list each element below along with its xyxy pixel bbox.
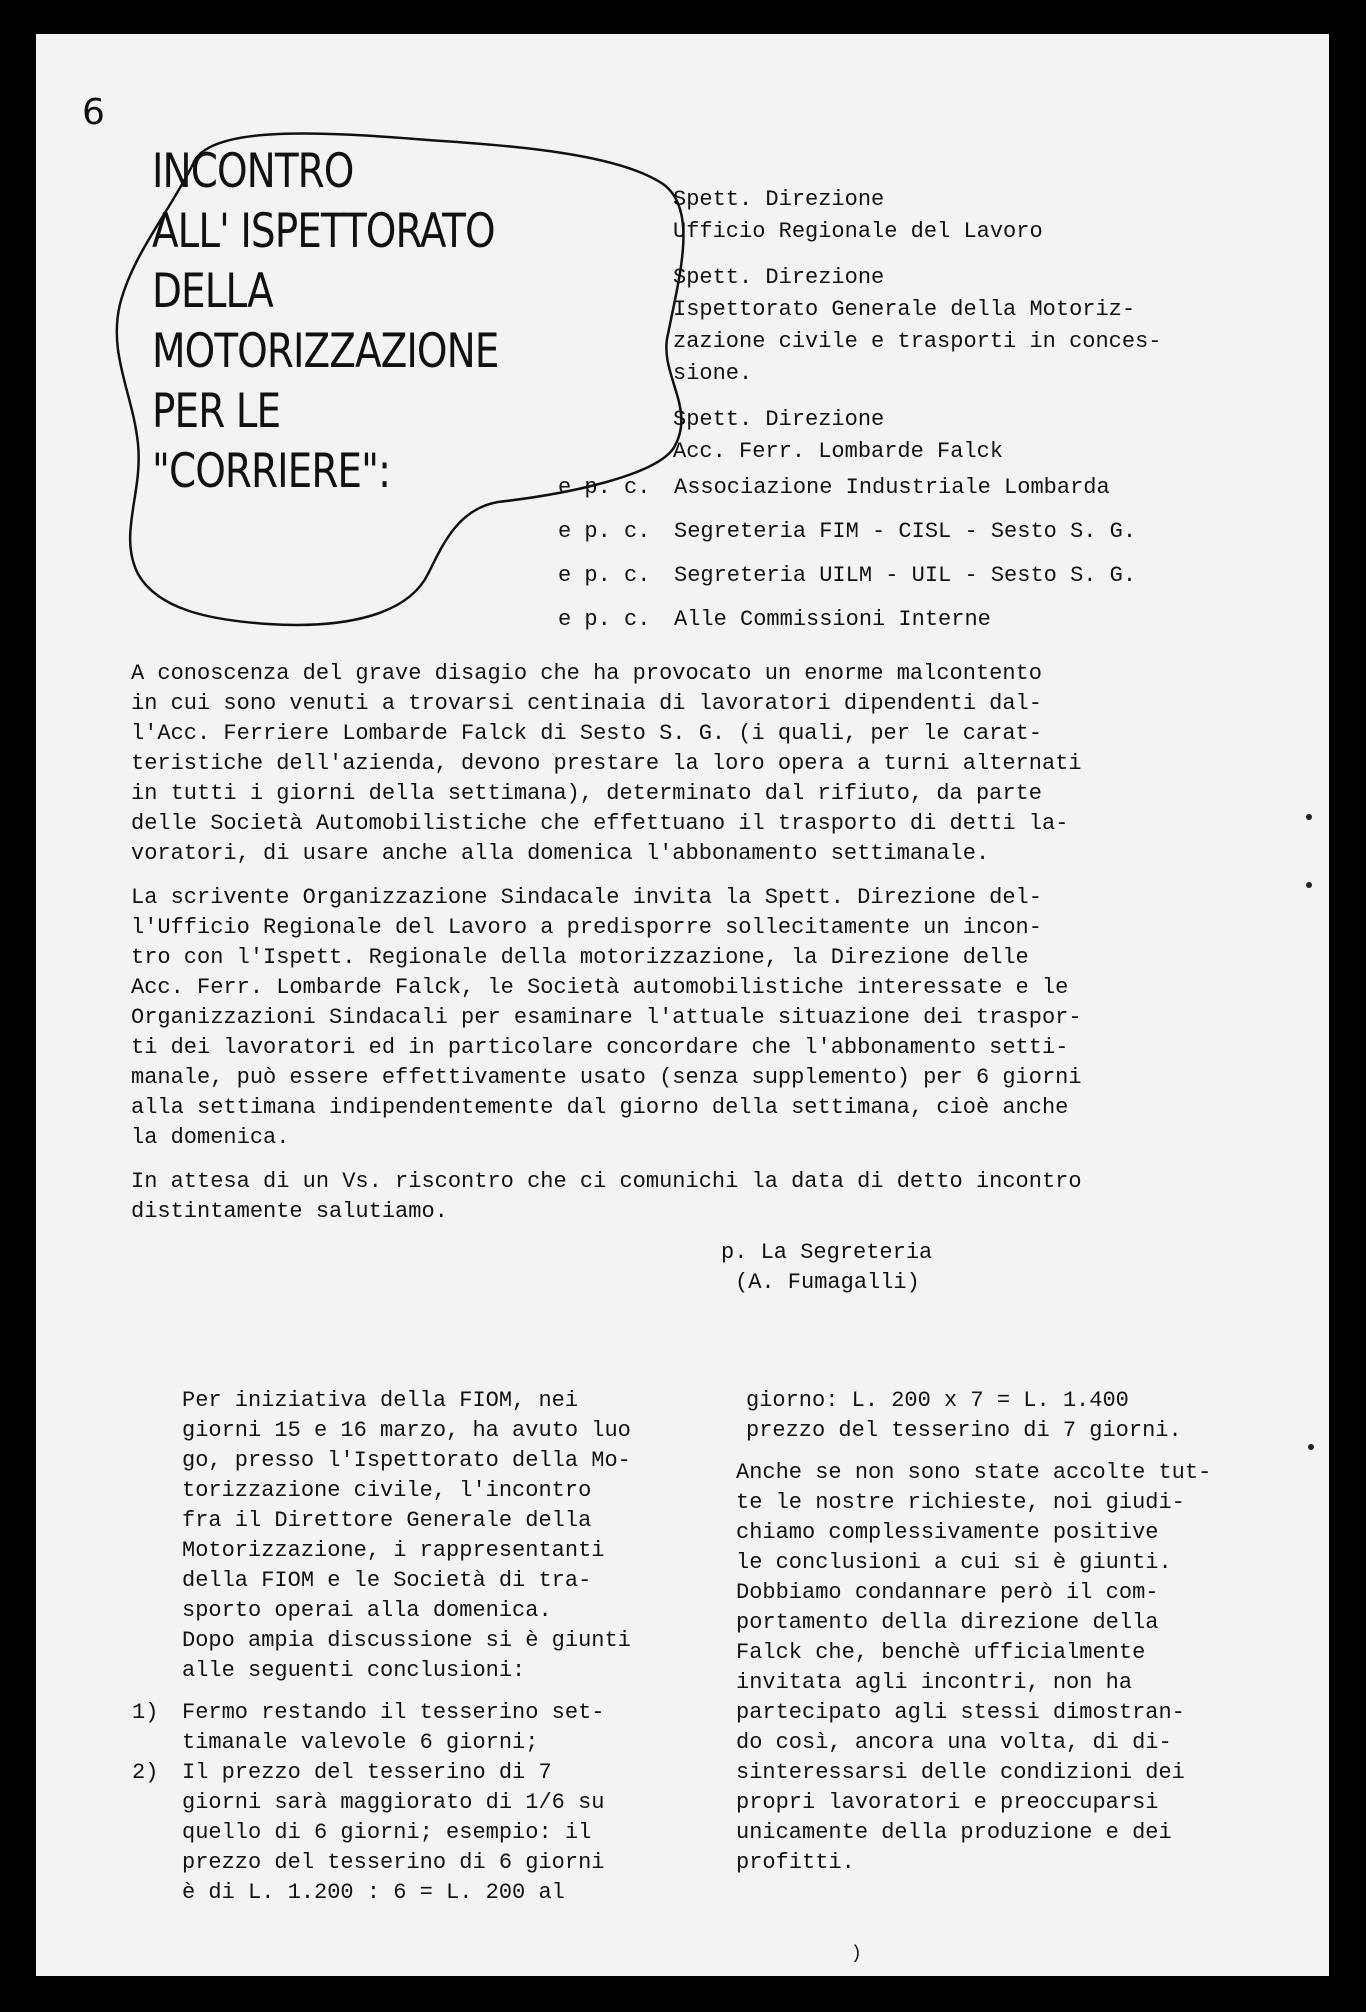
text-line: della FIOM e le Società di tra- <box>182 1568 592 1593</box>
text-line: in tutti i giorni della settimana), determinato dal rifiuto, da parte <box>131 781 1042 806</box>
addressees <box>673 184 1303 482</box>
report-intro <box>136 1386 696 1686</box>
signature <box>721 1238 932 1298</box>
text-line: invitata agli incontri, non ha <box>736 1670 1133 1695</box>
cc-item <box>558 598 1136 642</box>
page-number: 6 <box>82 92 105 133</box>
text-line: Dopo ampia discussione si è giunti <box>182 1628 631 1653</box>
headline <box>152 142 498 502</box>
addressee-line: Ispettorato Generale della Motoriz- <box>673 297 1136 322</box>
text-line: alle seguenti conclusioni: <box>182 1658 526 1683</box>
signature-line: p. La Segreteria <box>721 1240 933 1265</box>
text-line: go, presso l'Ispettorato della Mo- <box>182 1448 631 1473</box>
cc-prefix: e p. c. <box>558 519 651 544</box>
text-line: in cui sono venuti a trovarsi centinaia di lavoratori dipendenti dal- <box>131 691 1042 716</box>
text-line: torizzazione civile, l'incontro <box>182 1478 592 1503</box>
text-line: sporto operai alla domenica. <box>182 1598 552 1623</box>
bottom-mark: ) <box>851 1944 862 1964</box>
list-item <box>132 1698 696 1758</box>
headline-line: DELLA <box>152 264 273 319</box>
cc-item <box>558 510 1136 554</box>
text-line: Acc. Ferr. Lombarde Falck, le Società automobilistiche interessate e le <box>131 975 1069 1000</box>
addressee-block <box>673 404 1303 468</box>
report-left-column <box>132 1386 696 1908</box>
cc-recipient: Segreteria UILM - UIL - Sesto S. G. <box>674 563 1137 588</box>
margin-dot <box>1308 1444 1314 1450</box>
text-line: Anche se non sono state accolte tut- <box>736 1460 1212 1485</box>
addressee-line: Acc. Ferr. Lombarde Falck <box>673 439 1004 464</box>
cc-list <box>558 466 1136 642</box>
report-continuation <box>736 1386 1326 1446</box>
headline-line: MOTORIZZAZIONE <box>152 324 499 379</box>
text-line: partecipato agli stessi dimostran- <box>736 1700 1185 1725</box>
text-line: alla settimana indipendentemente dal giorno della settimana, cioè anche <box>131 1095 1069 1120</box>
letter-paragraph <box>131 883 1281 1153</box>
addressee-line: Spett. Direzione <box>673 187 885 212</box>
text-line: prezzo del tesserino di 6 giorni <box>182 1850 605 1875</box>
addressee-line: Spett. Direzione <box>673 407 885 432</box>
cc-recipient: Alle Commissioni Interne <box>674 607 991 632</box>
list-number: 2) <box>132 1760 159 1785</box>
letter-paragraph <box>131 659 1281 869</box>
text-line: giorni sarà maggiorato di 1/6 su <box>182 1790 605 1815</box>
text-line: Dobbiamo condannare però il com- <box>736 1580 1159 1605</box>
cc-prefix: e p. c. <box>558 475 651 500</box>
text-line: chiamo complessivamente positive <box>736 1520 1159 1545</box>
text-line: propri lavoratori e preoccuparsi <box>736 1790 1159 1815</box>
text-line: quello di 6 giorni; esempio: il <box>182 1820 592 1845</box>
cc-recipient: Associazione Industriale Lombarda <box>674 475 1110 500</box>
cc-recipient: Segreteria FIM - CISL - Sesto S. G. <box>674 519 1137 544</box>
cc-item <box>558 554 1136 598</box>
text-line: sinteressarsi delle condizioni dei <box>736 1760 1185 1785</box>
text-line: te le nostre richieste, noi giudi- <box>736 1490 1185 1515</box>
addressee-line: Ufficio Regionale del Lavoro <box>673 219 1043 244</box>
cc-prefix: e p. c. <box>558 563 651 588</box>
headline-line: INCONTRO <box>152 144 354 199</box>
text-line: l'Ufficio Regionale del Lavoro a predisporre sollecitamente un incon- <box>131 915 1042 940</box>
text-line: ti dei lavoratori ed in particolare concordare che l'abbonamento setti- <box>131 1035 1069 1060</box>
margin-dot <box>1306 882 1312 888</box>
text-line: voratori, di usare anche alla domenica l'abbonamento settimanale. <box>131 841 990 866</box>
text-line: manale, può essere effettivamente usato (senza supplemento) per 6 giorni <box>131 1065 1082 1090</box>
text-line: le conclusioni a cui si è giunti. <box>736 1550 1172 1575</box>
text-line: profitti. <box>736 1850 855 1875</box>
text-line: fra il Direttore Generale della <box>182 1508 592 1533</box>
text-line: è di L. 1.200 : 6 = L. 200 al <box>182 1880 565 1905</box>
text-line: Fermo restando il tesserino set- <box>182 1700 605 1725</box>
report-conclusion <box>736 1458 1326 1878</box>
text-line: la domenica. <box>131 1125 290 1150</box>
addressee-line: sione. <box>673 361 753 386</box>
addressee-line: zazione civile e trasporti in conces- <box>673 329 1162 354</box>
list-item <box>132 1758 696 1908</box>
text-line: giorno: L. 200 x 7 = L. 1.400 <box>746 1388 1129 1413</box>
text-line: delle Società Automobilistiche che effettuano il trasporto di detti la- <box>131 811 1069 836</box>
cc-prefix: e p. c. <box>558 607 651 632</box>
letter-body <box>131 659 1281 1241</box>
margin-dot <box>1306 814 1312 820</box>
headline-line: PER LE <box>152 384 281 439</box>
text-line: distintamente salutiamo. <box>131 1199 448 1224</box>
headline-line: "CORRIERE": <box>152 444 391 499</box>
addressee-block <box>673 184 1303 248</box>
text-line: giorni 15 e 16 marzo, ha avuto luo <box>182 1418 631 1443</box>
text-line: teristiche dell'azienda, devono prestare la loro opera a turni alternati <box>131 751 1082 776</box>
text-line: A conoscenza del grave disagio che ha provocato un enorme malcontento <box>131 661 1042 686</box>
text-line: Il prezzo del tesserino di 7 <box>182 1760 552 1785</box>
signature-name: (A. Fumagalli) <box>735 1270 920 1295</box>
text-line: In attesa di un Vs. riscontro che ci comunichi la data di detto incontro <box>131 1169 1082 1194</box>
text-line: tro con l'Ispett. Regionale della motorizzazione, la Direzione delle <box>131 945 1029 970</box>
text-line: unicamente della produzione e dei <box>736 1820 1172 1845</box>
text-line: do così, ancora una volta, di di- <box>736 1730 1172 1755</box>
list-number: 1) <box>132 1700 159 1725</box>
document-page <box>36 34 1329 1976</box>
text-line: Motorizzazione, i rappresentanti <box>182 1538 605 1563</box>
addressee-line: Spett. Direzione <box>673 265 885 290</box>
letter-paragraph <box>131 1167 1281 1227</box>
text-line: Falck che, benchè ufficialmente <box>736 1640 1146 1665</box>
headline-line: ALL' ISPETTORATO <box>152 204 495 259</box>
text-line: Organizzazioni Sindacali per esaminare l'attuale situazione dei traspor- <box>131 1005 1082 1030</box>
cc-item <box>558 466 1136 510</box>
text-line: prezzo del tesserino di 7 giorni. <box>746 1418 1182 1443</box>
text-line: l'Acc. Ferriere Lombarde Falck di Sesto S. G. (i quali, per le carat- <box>131 721 1042 746</box>
addressee-block <box>673 262 1303 390</box>
report-right-column <box>736 1386 1326 1878</box>
text-line: Per iniziativa della FIOM, nei <box>182 1388 579 1413</box>
text-line: timanale valevole 6 giorni; <box>182 1730 539 1755</box>
text-line: portamento della direzione della <box>736 1610 1159 1635</box>
text-line: La scrivente Organizzazione Sindacale invita la Spett. Direzione del- <box>131 885 1042 910</box>
